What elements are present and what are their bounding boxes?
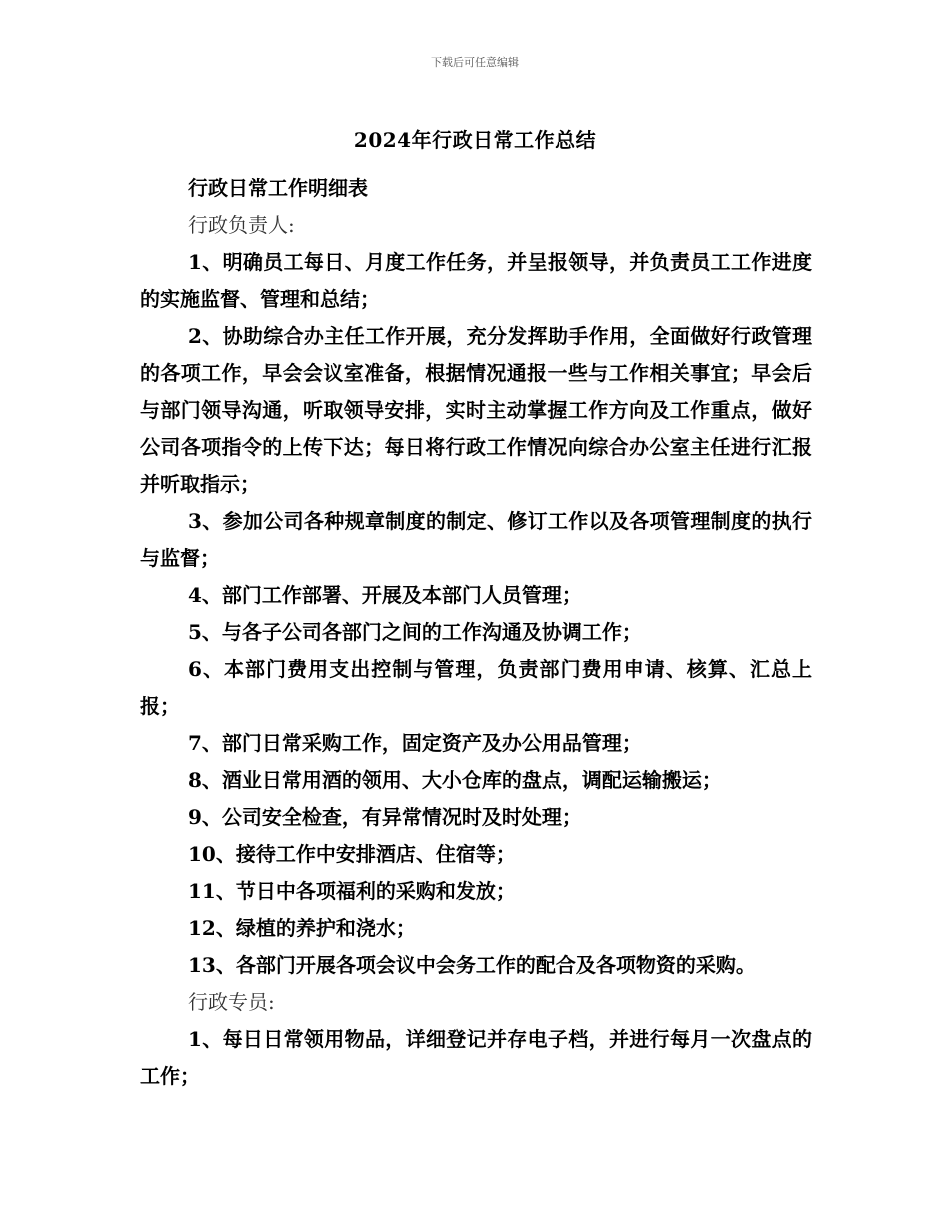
duty-item: 9、公司安全检查，有异常情况时及时处理；: [188, 805, 582, 829]
duty-item: 6、本部门费用支出控制与管理，负责部门费用申请、核算、汇总上报；: [140, 657, 812, 718]
duty-item: 1、每日日常领用物品，详细登记并存电子档，并进行每月一次盘点的工作；: [140, 1027, 812, 1088]
duty-item: 3、参加公司各种规章制度的制定、修订工作以及各项管理制度的执行与监督；: [140, 509, 812, 570]
duty-item: 5、与各子公司各部门之间的工作沟通及协调工作；: [188, 620, 642, 644]
duty-item: 12、绿植的养护和浇水；: [188, 916, 416, 940]
document-body: [140, 170, 812, 1095]
document-title: 2024年行政日常工作总结: [353, 128, 597, 152]
duty-item: 10、接待工作中安排酒店、住宿等；: [188, 842, 516, 866]
duty-item: 13、各部门开展各项会议中会务工作的配合及各项物资的采购。: [188, 953, 756, 977]
role-heading-admin-head: 行政负责人:: [188, 213, 295, 237]
header-note: 下载后可任意编辑: [431, 56, 519, 69]
duty-item: 1、明确员工每日、月度工作任务，并呈报领导，并负责员工工作进度的实施监督、管理和总结；: [140, 250, 812, 311]
duty-item: 11、节日中各项福利的采购和发放；: [188, 879, 516, 903]
duty-item: 4、部门工作部署、开展及本部门人员管理；: [188, 583, 582, 607]
subtitle: 行政日常工作明细表: [188, 176, 368, 200]
duty-item: 8、酒业日常用酒的领用、大小仓库的盘点，调配运输搬运；: [188, 768, 722, 792]
role-heading-admin-specialist: 行政专员:: [188, 990, 275, 1014]
duty-item: 2、协助综合办主任工作开展，充分发挥助手作用，全面做好行政管理的各项工作，早会会议室准备，根据情况通报一些与工作相关事宜；早会后与部门领导沟通，听取领导安排，实时主动掌握工作方向及工作重点，做好公司各项指令的上传下达；每日将行政工作情况向综合办公室主任进行汇报并听取指示；: [140, 324, 812, 496]
duty-item: 7、部门日常采购工作，固定资产及办公用品管理；: [188, 731, 642, 755]
